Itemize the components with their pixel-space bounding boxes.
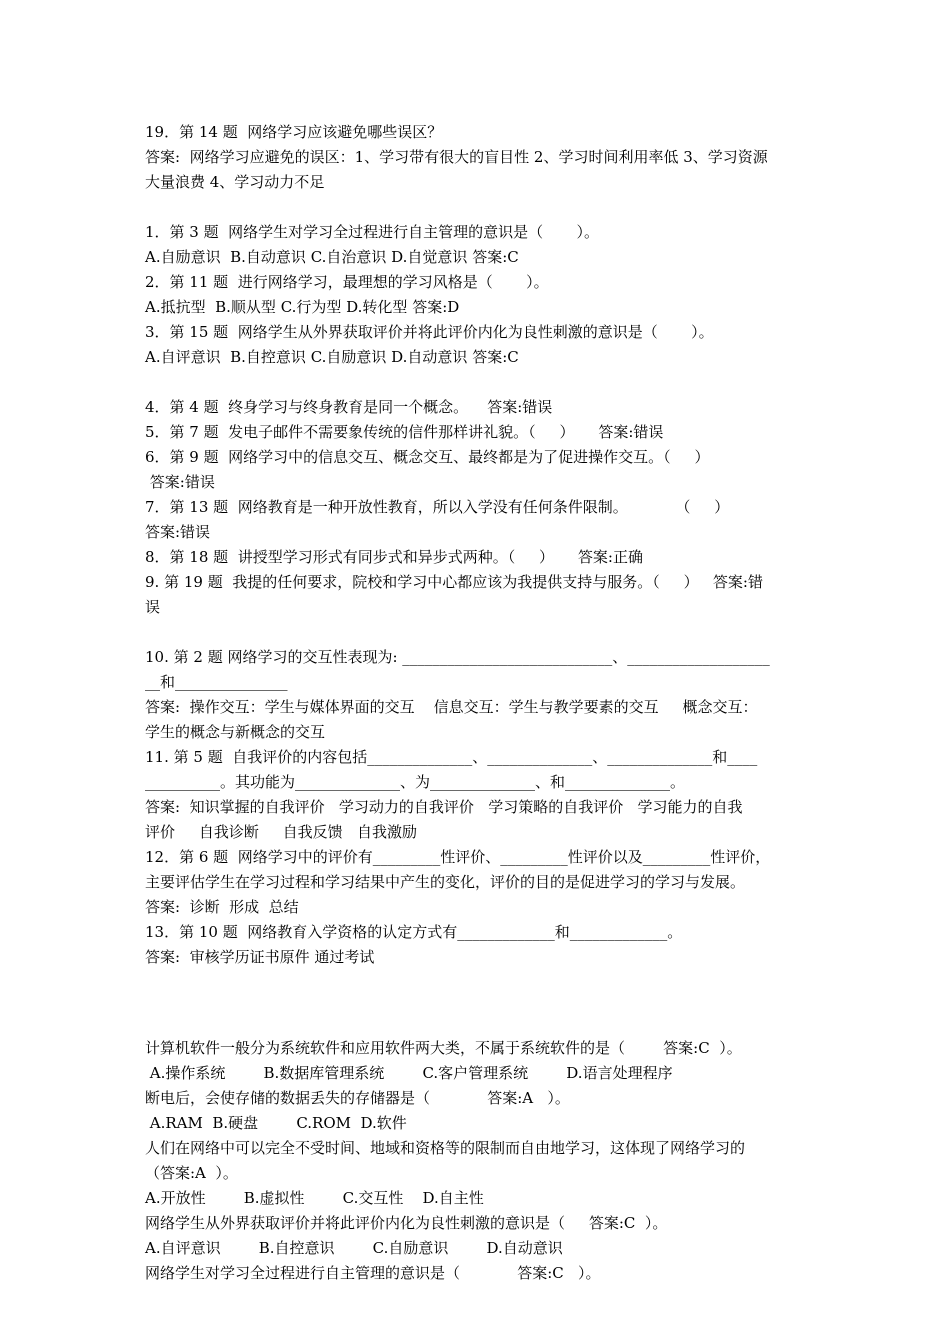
spacer bbox=[145, 370, 825, 395]
spacer bbox=[145, 970, 825, 1020]
text-line: （答案:A ）。 bbox=[145, 1164, 238, 1182]
text-line: 主要评估学生在学习过程和学习结果中产生的变化，评价的目的是促进学习的学习与发展。 bbox=[145, 873, 746, 891]
text-line: A.自评意识 B.自控意识 C.自励意识 D.自动意识 bbox=[145, 1239, 563, 1257]
text-line: 10. 第 2 题 网络学习的交互性表现为: ____________________________、___________________ bbox=[145, 648, 770, 666]
text-line: __和_______________ bbox=[145, 673, 288, 691]
text-line: 网络学生对学习全过程进行自主管理的意识是（ 答案:C ）。 bbox=[145, 1264, 601, 1282]
true-false-block bbox=[145, 395, 825, 620]
text-line: 答案:错误 bbox=[145, 473, 215, 491]
multiple-choice-block bbox=[145, 220, 825, 370]
text-line: __________。其功能为______________、为______________、和______________。 bbox=[145, 773, 686, 791]
text-line: 断电后，会使存储的数据丢失的存储器是（ 答案:A ）。 bbox=[145, 1089, 570, 1107]
text-line: 答案: 审核学历证书原件 通过考试 bbox=[145, 948, 375, 966]
text-line: 计算机软件一般分为系统软件和应用软件两大类，不属于系统软件的是（ 答案:C ）。 bbox=[145, 1039, 742, 1057]
text-line: 学生的概念与新概念的交互 bbox=[145, 723, 326, 741]
text-line: A.抵抗型 B.顺从型 C.行为型 D.转化型 答案:D bbox=[145, 298, 460, 316]
text-line: 答案: 知识掌握的自我评价 学习动力的自我评价 学习策略的自我评价 学习能力的自我 bbox=[145, 798, 743, 816]
text-line: 人们在网络中可以完全不受时间、地域和资格等的限制而自由地学习，这体现了网络学习的 bbox=[145, 1139, 746, 1157]
text-line: 评价 自我诊断 自我反馈 自我激励 bbox=[145, 823, 417, 841]
text-line: A.操作系统 B.数据库管理系统 C.客户管理系统 D.语言处理程序 bbox=[145, 1064, 673, 1082]
text-line: 答案: 诊断 形成 总结 bbox=[145, 898, 299, 916]
text-line: 答案: 操作交互：学生与媒体界面的交互 信息交互：学生与教学要素的交互 概念交互： bbox=[145, 698, 758, 716]
text-line: 8．第 18 题 讲授型学习形式有同步式和异步式两种。（ ） 答案:正确 bbox=[145, 548, 643, 566]
text-line: 11. 第 5 题 自我评价的内容包括______________、______________、______________和____ bbox=[145, 748, 758, 766]
document-body bbox=[145, 120, 825, 1286]
text-line: 5．第 7 题 发电子邮件不需要象传统的信件那样讲礼貌。（ ） 答案:错误 bbox=[145, 423, 664, 441]
text-line: 12．第 6 题 网络学习中的评价有_________性评价、_________性评价以及_________性评价， bbox=[145, 848, 771, 866]
text-line: 1．第 3 题 网络学生对学习全过程进行自主管理的意识是（ ）。 bbox=[145, 223, 600, 241]
text-line: 网络学生从外界获取评价并将此评价内化为良性刺激的意识是（ 答案:C ）。 bbox=[145, 1214, 668, 1232]
text-line: 2．第 11 题 进行网络学习，最理想的学习风格是（ ）。 bbox=[145, 273, 549, 291]
essay-question-block bbox=[145, 120, 825, 195]
text-line: 3．第 15 题 网络学生从外界获取评价并将此评价内化为良性刺激的意识是（ ）。 bbox=[145, 323, 714, 341]
text-line: 4．第 4 题 终身学习与终身教育是同一个概念。 答案:错误 bbox=[145, 398, 553, 416]
text-line: A.自励意识 B.自动意识 C.自治意识 D.自觉意识 答案:C bbox=[145, 248, 519, 266]
text-line: 答案:错误 bbox=[145, 523, 211, 541]
text-line: 19．第 14 题 网络学习应该避免哪些误区？ bbox=[145, 123, 443, 141]
text-line: 大量浪费 4、学习动力不足 bbox=[145, 173, 325, 191]
text-line: A.RAM B.硬盘 C.ROM D.软件 bbox=[145, 1114, 407, 1132]
text-line: 9. 第 19 题 我提的任何要求，院校和学习中心都应该为我提供支持与服务。（ ） 答案:错 bbox=[145, 573, 763, 591]
text-line: A.开放性 B.虚拟性 C.交互性 D.自主性 bbox=[145, 1189, 484, 1207]
text-line: 6．第 9 题 网络学习中的信息交互、概念交互、最终都是为了促进操作交互。（ ） bbox=[145, 448, 710, 466]
text-line: 误 bbox=[145, 598, 161, 616]
text-line: 答案: 网络学习应避免的误区：1、学习带有很大的盲目性 2、学习时间利用率低 3、学习资源 bbox=[145, 148, 768, 166]
text-line: A.自评意识 B.自控意识 C.自励意识 D.自动意识 答案:C bbox=[145, 348, 519, 366]
extra-questions-block bbox=[145, 1036, 825, 1286]
spacer bbox=[145, 195, 825, 220]
spacer bbox=[145, 620, 825, 645]
fill-in-blank-block bbox=[145, 645, 825, 970]
text-line: 7．第 13 题 网络教育是一种开放性教育，所以入学没有任何条件限制。 （ ） bbox=[145, 498, 730, 516]
text-line: 13．第 10 题 网络教育入学资格的认定方式有_____________和_____________。 bbox=[145, 923, 683, 941]
